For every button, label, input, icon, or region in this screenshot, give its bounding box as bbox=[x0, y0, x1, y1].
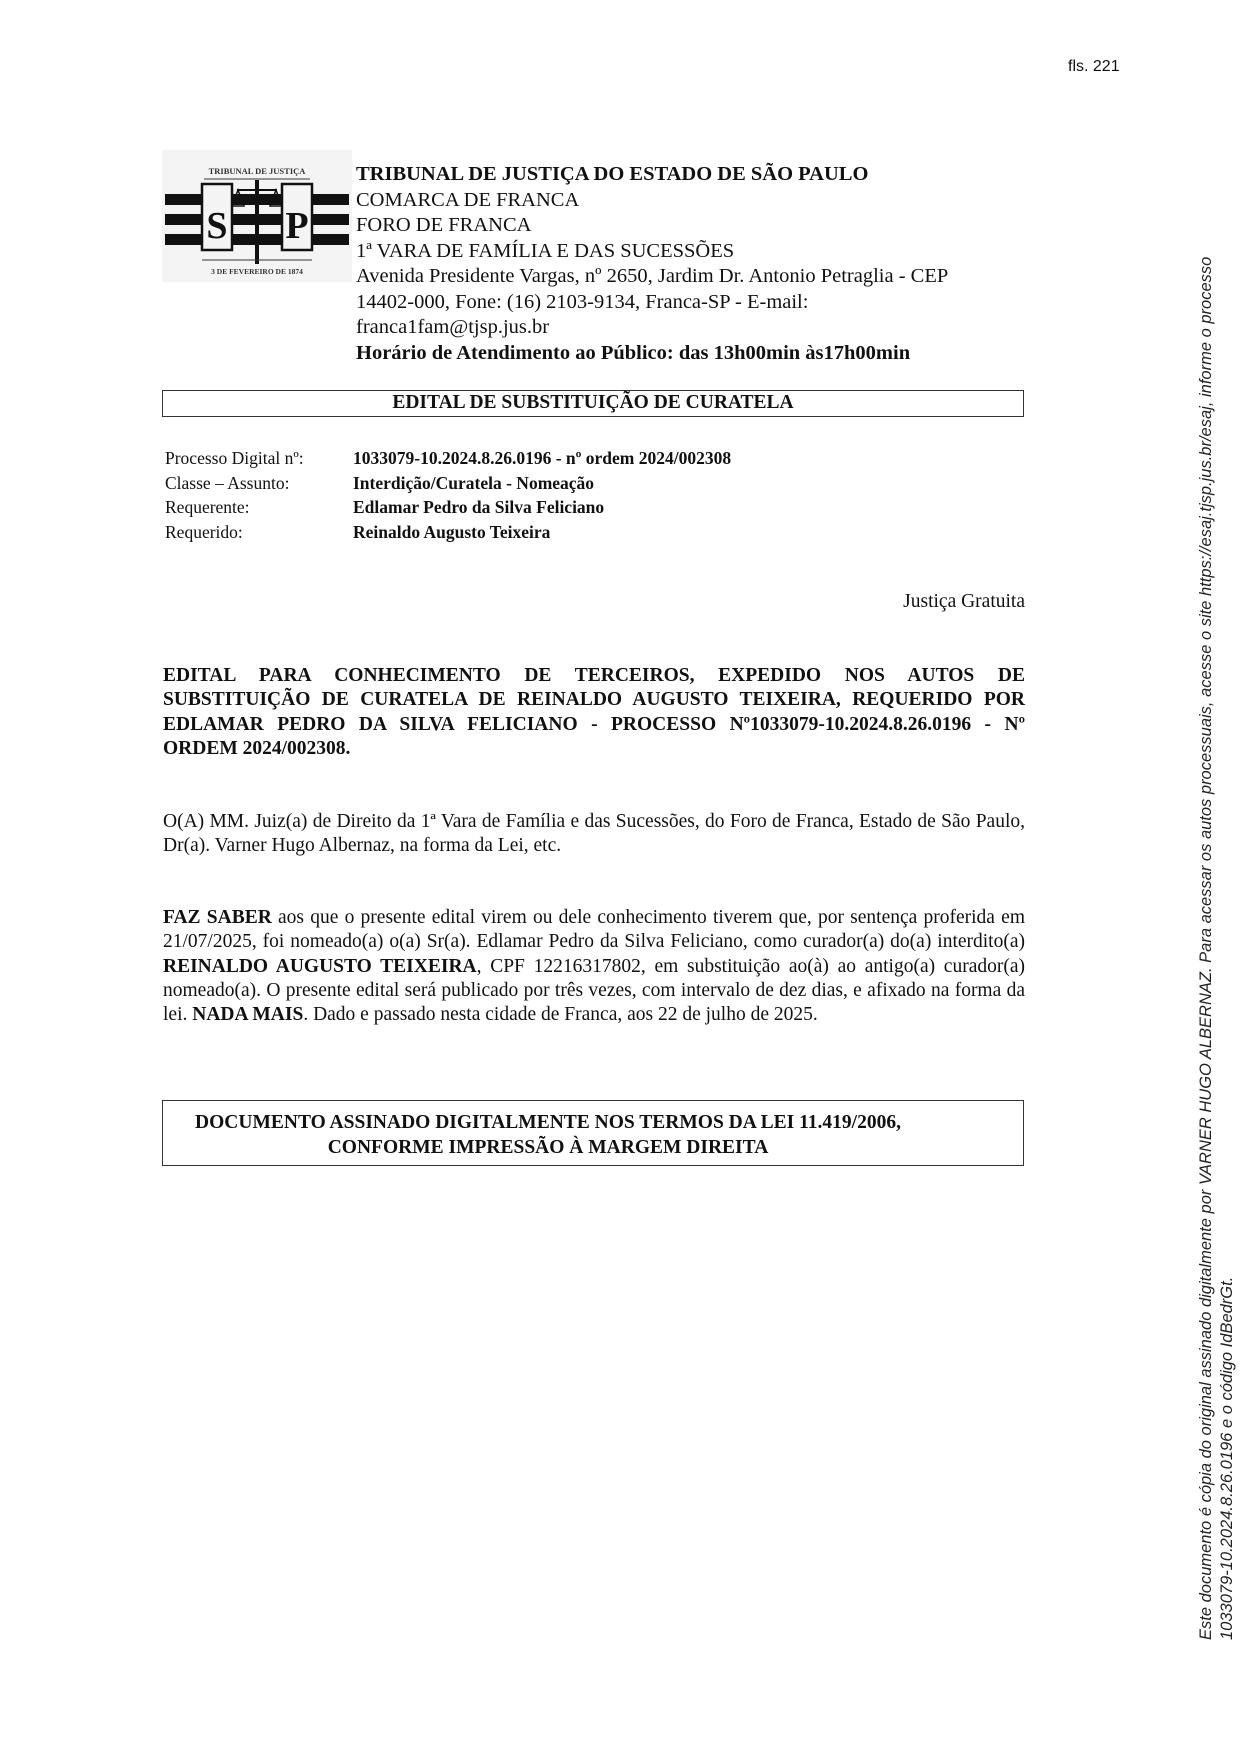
crest-letter-p: P bbox=[285, 205, 309, 247]
comarca-name: COMARCA DE FRANCA bbox=[356, 188, 580, 211]
court-name: TRIBUNAL DE JUSTIÇA DO ESTADO DE SÃO PAULO bbox=[356, 163, 869, 185]
court-crest-logo bbox=[162, 150, 352, 282]
margin-note-line-1: Este documento é cópia do original assinado digitalmente por VARNER HUGO ALBERNAZ. Para acessar os autos processuais, acesse o site https://esaj.tjsp.jus.br/esaj, informe o processo bbox=[1197, 256, 1215, 1640]
requerido-label: Requerido: bbox=[165, 521, 243, 542]
vara-name: 1ª VARA DE FAMÍLIA E DAS SUCESSÕES bbox=[356, 239, 735, 262]
process-info-row bbox=[165, 471, 731, 496]
body-text-part-3: . Dado e passado nesta cidade de Franca, aos 22 de julho de 2025. bbox=[303, 1004, 818, 1026]
page-number: fls. 221 bbox=[1068, 58, 1120, 75]
justica-gratuita-note: Justiça Gratuita bbox=[903, 591, 1025, 612]
body-text-part-1: aos que o presente edital virem ou dele conhecimento tiverem que, por sentença proferida em 21/07/2025, foi nomeado(a) o(a) Sr(a). Edlamar Pedro da Silva Feliciano, como curador(a) do(a) interdito(a) bbox=[163, 907, 1025, 953]
process-label: Processo Digital nº: bbox=[165, 448, 304, 468]
interdito-name: REINALDO AUGUSTO TEIXEIRA bbox=[163, 955, 477, 977]
crest-letter-s: S bbox=[206, 205, 228, 247]
process-info-row bbox=[165, 520, 731, 545]
margin-note-line-2: 1033079-10.2024.8.26.0196 e o código IdBedrGt. bbox=[1218, 1276, 1236, 1640]
process-info-row bbox=[165, 495, 731, 520]
address-line-2: 14402-000, Fone: (16) 2103-9134, Franca-SP - E-mail: bbox=[356, 290, 809, 313]
requerente-label: Requerente: bbox=[165, 497, 250, 517]
body-text-part-2: , CPF 12216317802, em substituição ao(à) ao antigo(a) curador(a) nomeado(a). O presente edital será publicado por três vezes, com intervalo de dez dias, e afixado na forma da lei. bbox=[163, 955, 1026, 1026]
signature-line-2: CONFORME IMPRESSÃO À MARGEM DIREITA bbox=[327, 1136, 769, 1158]
class-value: Interdição/Curatela - Nomeação bbox=[353, 472, 595, 493]
court-header bbox=[356, 162, 1046, 366]
process-value: 1033079-10.2024.8.26.0196 - nº ordem 2024/002308 bbox=[353, 448, 732, 468]
class-label: Classe – Assunto: bbox=[165, 472, 290, 493]
document-title: EDITAL DE SUBSTITUIÇÃO DE CURATELA bbox=[162, 390, 1024, 417]
address-line-1: Avenida Presidente Vargas, nº 2650, Jardim Dr. Antonio Petraglia - CEP bbox=[356, 265, 949, 287]
signature-line-1: DOCUMENTO ASSINADO DIGITALMENTE NOS TERMOS DA LEI 11.419/2006, bbox=[195, 1112, 901, 1133]
process-info-row bbox=[165, 446, 731, 471]
edital-heading: EDITAL PARA CONHECIMENTO DE TERCEIROS, EXPEDIDO NOS AUTOS DE SUBSTITUIÇÃO DE CURATELA DE REINALDO AUGUSTO TEIXEIRA, REQUERIDO POR EDLAMAR PEDRO DA SILVA FELICIANO - PROCESSO Nº1033079-10.2024.8.26.0196 - Nº ORDEM 2024/002308. bbox=[163, 665, 1025, 759]
body-paragraph bbox=[163, 906, 1025, 1027]
crest-bottom-text: 3 DE FEVEREIRO DE 1874 bbox=[211, 267, 303, 276]
process-info-table bbox=[165, 446, 731, 544]
requerente-value: Edlamar Pedro da Silva Feliciano bbox=[353, 497, 605, 517]
faz-saber-text: FAZ SABER bbox=[163, 907, 272, 928]
foro-name: FORO DE FRANCA bbox=[356, 214, 532, 236]
crest-top-text: TRIBUNAL DE JUSTIÇA bbox=[208, 166, 306, 176]
digital-signature-margin-note bbox=[1196, 257, 1238, 1640]
digital-signature-box bbox=[162, 1100, 1024, 1166]
nada-mais-text: NADA MAIS bbox=[192, 1004, 304, 1026]
intro-paragraph: O(A) MM. Juiz(a) de Direito da 1ª Vara de Família e das Sucessões, do Foro de Franca, Estado de São Paulo, Dr(a). Varner Hugo Albernaz, na forma da Lei, etc. bbox=[163, 811, 1025, 857]
requerido-value: Reinaldo Augusto Teixeira bbox=[353, 521, 551, 542]
public-hours: Horário de Atendimento ao Público: das 13h00min às17h00min bbox=[356, 341, 911, 364]
email-address: franca1fam@tjsp.jus.br bbox=[356, 316, 550, 338]
